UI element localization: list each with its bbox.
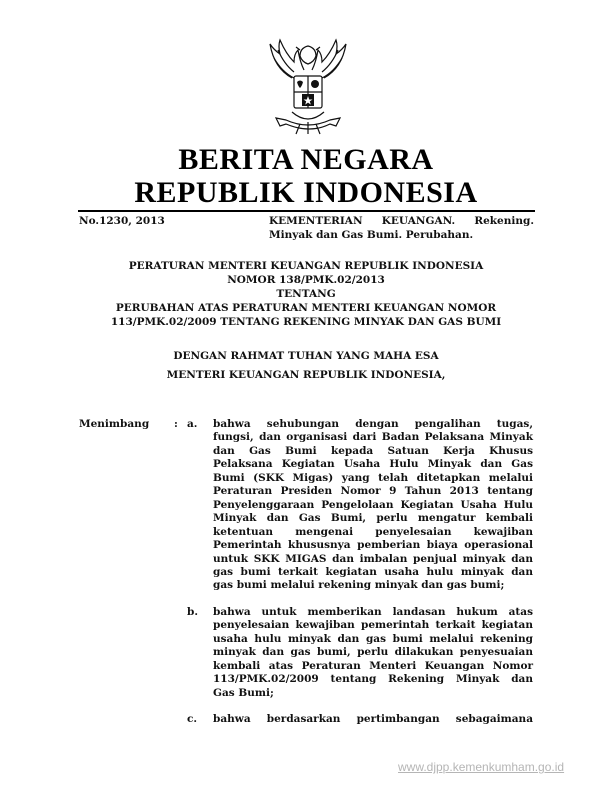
text-line: ketentuan mengenai penyelesaian kewajiban (213, 525, 533, 538)
regulation-title-line: PERUBAHAN ATAS PERATURAN MENTERI KEUANGAN NOMOR (115, 302, 497, 314)
gazette-subtitle: REPUBLIK INDONESIA (134, 176, 478, 209)
text-line: kembali atas Peraturan Menteri Keuangan Nomor (213, 659, 533, 672)
text-line: fungsi, dan organisasi dari Badan Pelaksana Minyak (213, 431, 533, 444)
regulation-about: TENTANG (276, 288, 336, 300)
gazette-number: No.1230, 2013 (79, 215, 165, 227)
text-line: usaha hulu minyak dan gas bumi melalui rekening (213, 632, 533, 645)
text-line: Pemerintah khususnya pemberian biaya operasional (213, 539, 533, 552)
regulation-number: NOMOR 138/PMK.02/2013 (227, 274, 385, 286)
header-divider (78, 210, 535, 212)
text-line: bahwa berdasarkan pertimbangan sebagaimana (213, 713, 533, 725)
text-line: Pelaksana Kegiatan Usaha Hulu Minyak dan Gas (213, 458, 533, 471)
text-line: Minyak dan Gas Bumi, perlu mengatur kembali (213, 512, 533, 525)
subject-line: Minyak dan Gas Bumi. Perubahan. (269, 228, 474, 241)
text-line: Penyelenggaraan Pengelolaan Kegiatan Usaha Hulu (213, 498, 533, 511)
considering-item-b (213, 606, 533, 700)
text-line: gas bumi melalui rekening minyak dan gas bumi; (213, 579, 505, 592)
item-letter: a. (187, 418, 198, 430)
text-line: dan Gas Bumi kepada Satuan Kerja Khusus (213, 444, 533, 457)
subject-word: Rekening. (474, 215, 534, 227)
text-line: gas bumi terkait kegiatan usaha hulu minyak dan (213, 565, 533, 578)
text-line: Peraturan Presiden Nomor 9 Tahun 2013 tentang (213, 485, 533, 498)
text-line: bahwa untuk memberikan landasan hukum atas (213, 606, 533, 618)
regulation-title-line: 113/PMK.02/2009 TENTANG REKENING MINYAK DAN GAS BUMI (110, 316, 502, 328)
item-letter: b. (187, 606, 198, 618)
text-line: minyak dan gas bumi, perlu dilakukan penyesuaian (213, 646, 533, 659)
gazette-title: BERITA NEGARA (178, 143, 434, 176)
subject-word: KEUANGAN. (381, 215, 456, 227)
item-letter: c. (187, 713, 198, 725)
garuda-emblem-icon (262, 38, 354, 138)
text-line: bahwa sehubungan dengan pengalihan tugas, (213, 418, 533, 430)
gazette-subject (269, 215, 534, 242)
subject-word: KEMENTERIAN (269, 215, 363, 227)
text-line: Bumi (SKK Migas) yang telah ditetapkan melalui (213, 471, 533, 484)
text-line: Gas Bumi; (213, 686, 274, 699)
text-line: penyelesaian kewajiban pemerintah terkait kegiatan (213, 619, 533, 632)
considering-item-c (213, 713, 533, 726)
text-line: 113/PMK.02/2009 tentang Rekening Minyak dan (213, 673, 533, 686)
source-url-link[interactable]: www.djpp.kemenkumham.go.id (398, 760, 565, 774)
considering-colon: : (174, 418, 178, 430)
issuer: MENTERI KEUANGAN REPUBLIK INDONESIA, (166, 369, 446, 381)
considering-item-a (213, 418, 533, 593)
regulation-heading: PERATURAN MENTERI KEUANGAN REPUBLIK INDONESIA (128, 260, 484, 272)
text-line: untuk SKK MIGAS dan imbalan penjual minyak dan (213, 552, 533, 565)
considering-label: Menimbang (79, 418, 150, 430)
invocation: DENGAN RAHMAT TUHAN YANG MAHA ESA (173, 350, 439, 362)
